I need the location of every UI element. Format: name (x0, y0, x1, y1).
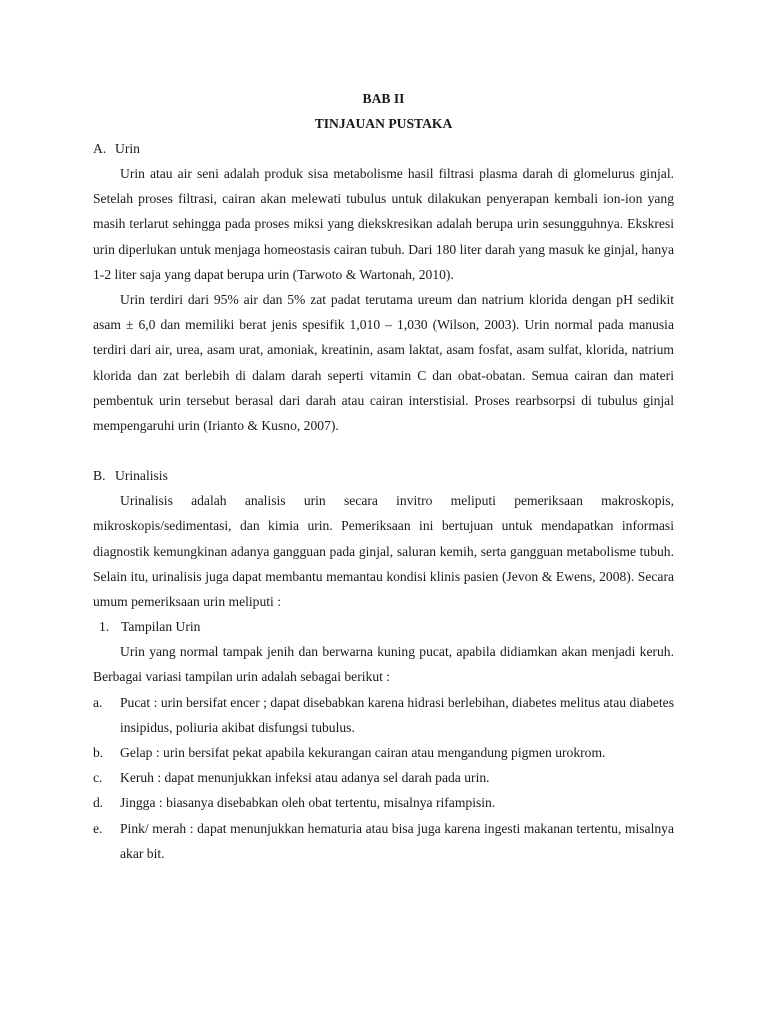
list-marker: b. (93, 745, 104, 761)
list-item-text: Keruh : dapat menunjukkan infeksi atau adanya sel darah pada urin. (120, 770, 490, 786)
list-marker: c. (93, 770, 103, 786)
list-item (93, 765, 674, 790)
section-heading-urinalisis (93, 463, 674, 488)
list-item-text: Gelap : urin bersifat pekat apabila kekurangan cairan atau mengandung pigmen urokrom. (120, 745, 606, 761)
list-item-text: Pucat : urin bersifat encer ; dapat disebabkan karena hidrasi berlebihan, diabetes melitus atau diabetes insipidus, poliuria akibat disfungsi tubulus. (120, 694, 674, 735)
list-item-text: Jingga : biasanya disebabkan oleh obat tertentu, misalnya rifampisin. (120, 795, 496, 811)
subsection-number: 1. (99, 619, 110, 635)
chapter-title: TINJAUAN PUSTAKA (314, 116, 453, 131)
list-marker: e. (93, 820, 103, 836)
section-letter: A. (93, 141, 107, 156)
subsection-title: Tampilan Urin (121, 619, 201, 635)
section-letter: B. (93, 468, 106, 484)
paragraph-tampilan-urin: Urin yang normal tampak jenih dan berwarna kuning pucat, apabila didiamkan akan menjadi keruh. Berbagai variasi tampilan urin adalah sebagai berikut : (93, 644, 674, 685)
paragraph-gap (93, 438, 674, 463)
list-item-text: Pink/ merah : dapat menunjukkan hematuria atau bisa juga karena ingesti makanan tertentu, misalnya akar bit. (120, 820, 674, 861)
chapter-number: BAB II (362, 91, 405, 106)
section-heading-urin (93, 136, 674, 161)
document-page (93, 86, 674, 866)
subsection-heading (93, 614, 674, 639)
list-item (93, 790, 674, 815)
paragraph-urin-composition: Urin terdiri dari 95% air dan 5% zat padat terutama ureum dan natrium klorida dengan pH sedikit asam ± 6,0 dan memiliki berat jenis spesifik 1,010 – 1,030 (Wilson, 2003). Urin normal pada manusia terdiri dari air, urea, asam urat, amoniak, kreatinin, asam laktat, asam fosfat, asam sulfat, klorida, natrium klorida dan zat berlebih di dalam darah seperti vitamin C dan obat-obatan. Semua cairan dan materi pembentuk urin tersebut berasal dari darah atau cairan interstisial. Proses rearbsorpsi di tubulus ginjal mempengaruhi urin (Irianto & Kusno, 2007). (93, 292, 674, 434)
paragraph-urinalisis-definition: Urinalisis adalah analisis urin secara invitro meliputi pemeriksaan makroskopis, mikroskopis/sedimentasi, dan kimia urin. Pemeriksaan ini bertujuan untuk mendapatkan informasi diagnostik kemungkinan adanya gangguan pada ginjal, saluran kemih, serta gangguan metabolisme tubuh. Selain itu, urinalisis juga dapat membantu memantau kondisi klinis pasien (Jevon & Ewens, 2008). Secara umum pemeriksaan urin meliputi : (93, 493, 674, 610)
list-item (93, 690, 674, 740)
section-title: Urin (115, 141, 140, 156)
list-marker: a. (93, 694, 103, 710)
paragraph-urin-definition: Urin atau air seni adalah produk sisa metabolisme hasil filtrasi plasma darah di glomelurus ginjal. Setelah proses filtrasi, cairan akan melewati tubulus untuk dilakukan penyerapan kembali ion-ion yang masih terlarut sehingga pada proses miksi yang diekskresikan adalah berupa urin sesungguhnya. Ekskresi urin diperlukan untuk menjaga homeostasis cairan tubuh. Dari 180 liter darah yang masuk ke ginjal, hanya 1-2 liter saja yang dapat berupa urin (Tarwoto & Wartonah, 2010). (93, 166, 674, 282)
section-title: Urinalisis (115, 468, 168, 484)
list-item (93, 740, 674, 765)
list-marker: d. (93, 795, 104, 811)
list-item (93, 816, 674, 866)
